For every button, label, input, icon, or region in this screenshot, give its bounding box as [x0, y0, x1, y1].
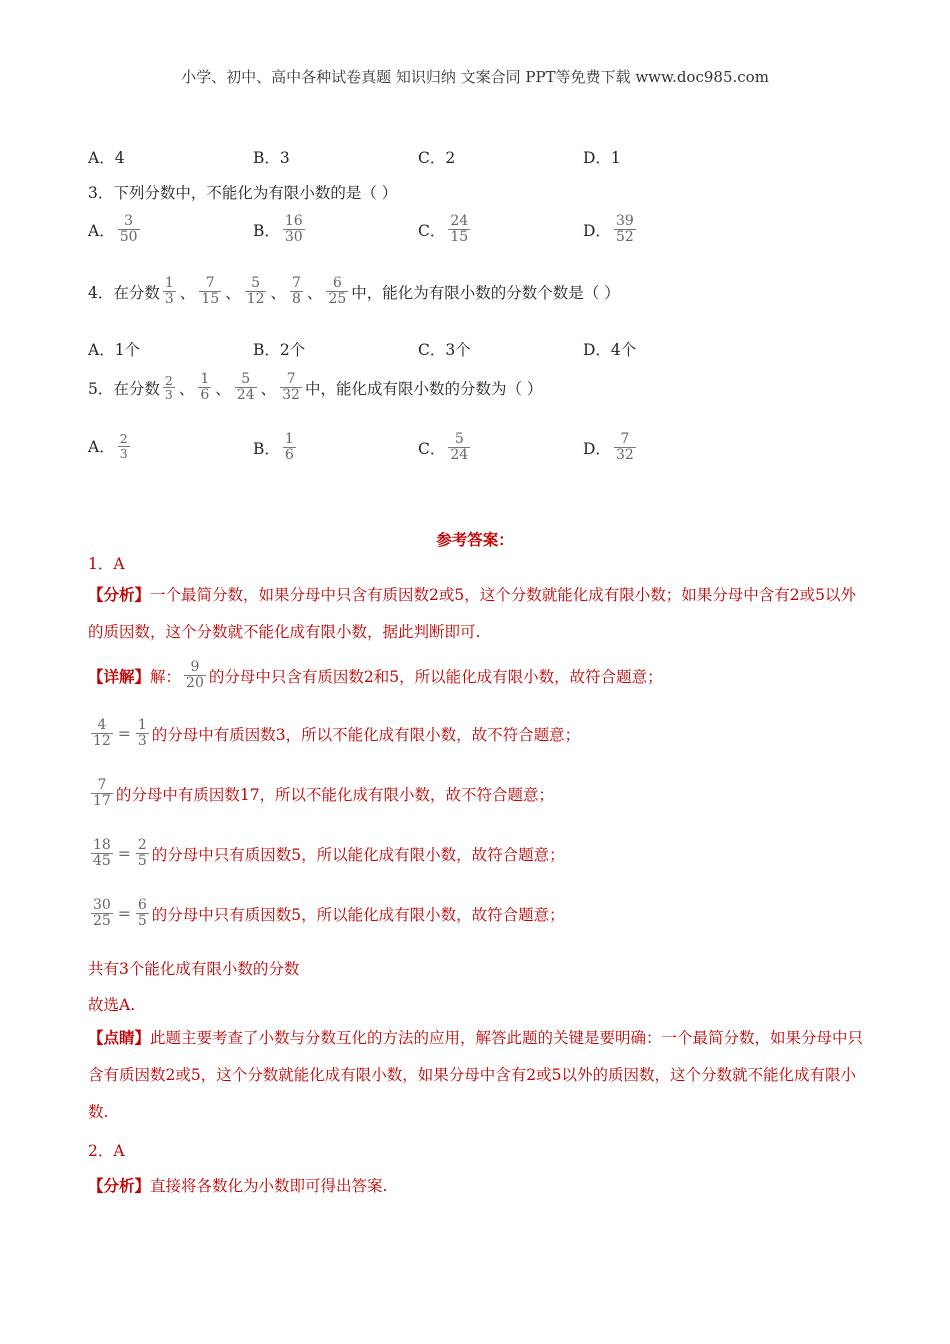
- q3-option-d: D． $\frac{39}{52}$: [583, 213, 634, 246]
- analysis-tag: 【分析】: [88, 585, 151, 604]
- q4-option-a: A．1个: [88, 341, 141, 359]
- detail-line-2: $\frac{4}{12}$ = $\frac{1}{3}$ 的分母中有质因数3，所以不能化成有限小数，故不符合题意；: [93, 717, 581, 750]
- q5-stem: 5．在分数 $\frac{2}{3}$ 、 $\frac{1}{6}$ 、 $\frac{5}{24}$ 、 $\frac{7}{32}$ 中，能化成有限小数的分数为（ ）: [88, 371, 543, 404]
- fraction: $\frac{2}{3}$: [164, 372, 173, 403]
- fraction: $\frac{18}{45}$: [93, 837, 111, 870]
- q4-option-b: B．2个: [253, 341, 306, 359]
- fraction: $\frac{24}{15}$: [450, 213, 469, 246]
- detail-line-1: 【详解】 解： $\frac{9}{20}$ 的分母中只含有质因数2和5，所以能化成有限小数，故符合题意；: [88, 659, 663, 692]
- fraction: $\frac{6}{25}$: [328, 275, 347, 308]
- fraction: $\frac{39}{52}$: [615, 213, 634, 246]
- fraction: $\frac{7}{32}$: [615, 431, 634, 464]
- fraction: $\frac{2}{3}$: [119, 431, 128, 461]
- analysis-1: 【分析】一个最简分数，如果分母中只含有质因数2或5，这个分数就能化成有限小数；如果分母中含有2或5以外的质因数，这个分数就不能化成有限小数，据此判断即可.: [88, 585, 856, 641]
- fraction: $\frac{5}{12}$: [246, 275, 265, 308]
- detail-line-4: $\frac{18}{45}$ = $\frac{2}{5}$ 的分母中只有质因数5，所以能化成有限小数，故符合题意；: [93, 837, 565, 870]
- q2-option-c: C．2: [418, 149, 456, 167]
- q5-option-c: C． $\frac{5}{24}$: [418, 431, 469, 464]
- fraction: $\frac{1}{6}$: [200, 371, 210, 404]
- q5-option-d: D． $\frac{7}{32}$: [583, 431, 634, 464]
- answer-2: 2．A: [88, 1142, 125, 1160]
- q2-option-d: D．1: [583, 149, 621, 167]
- fraction: $\frac{1}{3}$: [137, 717, 147, 750]
- answer-1: 1．A: [88, 555, 125, 573]
- fraction: $\frac{3}{50}$: [119, 213, 138, 246]
- q4-stem: 4．在分数 $\frac{1}{3}$ 、 $\frac{7}{15}$ 、 $\frac{5}{12}$ 、 $\frac{7}{8}$ 、 $\frac{6}{25}$ 中，能化为有限小数的分数个数是（ ）: [88, 275, 620, 308]
- detail-tag: 【详解】: [88, 666, 151, 686]
- fraction: $\frac{30}{25}$: [93, 897, 111, 930]
- fraction: $\frac{2}{5}$: [137, 837, 147, 870]
- q5-option-a: A． $\frac{2}{3}$: [88, 431, 128, 461]
- q3-option-a: A． $\frac{3}{50}$: [88, 213, 138, 246]
- fraction: $\frac{7}{15}$: [201, 275, 220, 308]
- fraction: $\frac{1}{6}$: [284, 431, 294, 464]
- comment-tag: 【点睛】: [88, 1028, 151, 1047]
- detail-choose: 故选A.: [88, 996, 136, 1014]
- q3-stem: 3．下列分数中，不能化为有限小数的是（ ）: [88, 184, 398, 202]
- analysis-tag: 【分析】: [88, 1176, 151, 1195]
- fraction: $\frac{5}{24}$: [236, 371, 255, 404]
- fraction: $\frac{5}{24}$: [450, 431, 469, 464]
- q3-option-c: C． $\frac{24}{15}$: [418, 213, 469, 246]
- comment-1: 【点睛】此题主要考查了小数与分数互化的方法的应用，解答此题的关键是要明确：一个最简分数，如果分母中只含有质因数2或5，这个分数就能化成有限小数，如果分母中含有2或5以外的质因数，这个分数就不能化成有限小数.: [88, 1028, 864, 1121]
- q3-option-b: B． $\frac{16}{30}$: [253, 213, 303, 246]
- answers-title: 参考答案：: [436, 530, 514, 549]
- q4-option-d: D．4个: [583, 341, 637, 359]
- detail-line-3: $\frac{7}{17}$ 的分母中有质因数17，所以不能化成有限小数，故不符合题意；: [93, 777, 555, 810]
- q2-option-a: A．4: [88, 149, 125, 167]
- page-header: 小学、初中、高中各种试卷真题 知识归纳 文案合同 PPT等免费下载 www.doc985.com: [181, 68, 769, 86]
- detail-line-5: $\frac{30}{25}$ = $\frac{6}{5}$ 的分母中只有质因数5，所以能化成有限小数，故符合题意；: [93, 897, 565, 930]
- q2-option-b: B．3: [253, 149, 290, 167]
- fraction: $\frac{9}{20}$: [186, 659, 204, 692]
- fraction: $\frac{6}{5}$: [137, 897, 147, 930]
- fraction: $\frac{7}{8}$: [292, 275, 301, 308]
- fraction: $\frac{4}{12}$: [93, 717, 111, 750]
- analysis-2: 【分析】 直接将各数化为小数即可得出答案.: [88, 1176, 388, 1195]
- detail-total: 共有3个能化成有限小数的分数: [88, 960, 300, 978]
- fraction: $\frac{16}{30}$: [284, 213, 303, 246]
- q4-option-c: C．3个: [418, 341, 471, 359]
- fraction: $\frac{1}{3}$: [164, 275, 174, 308]
- fraction: $\frac{7}{17}$: [93, 777, 111, 810]
- fraction: $\frac{7}{32}$: [282, 371, 300, 404]
- q5-option-b: B． $\frac{1}{6}$: [253, 431, 294, 464]
